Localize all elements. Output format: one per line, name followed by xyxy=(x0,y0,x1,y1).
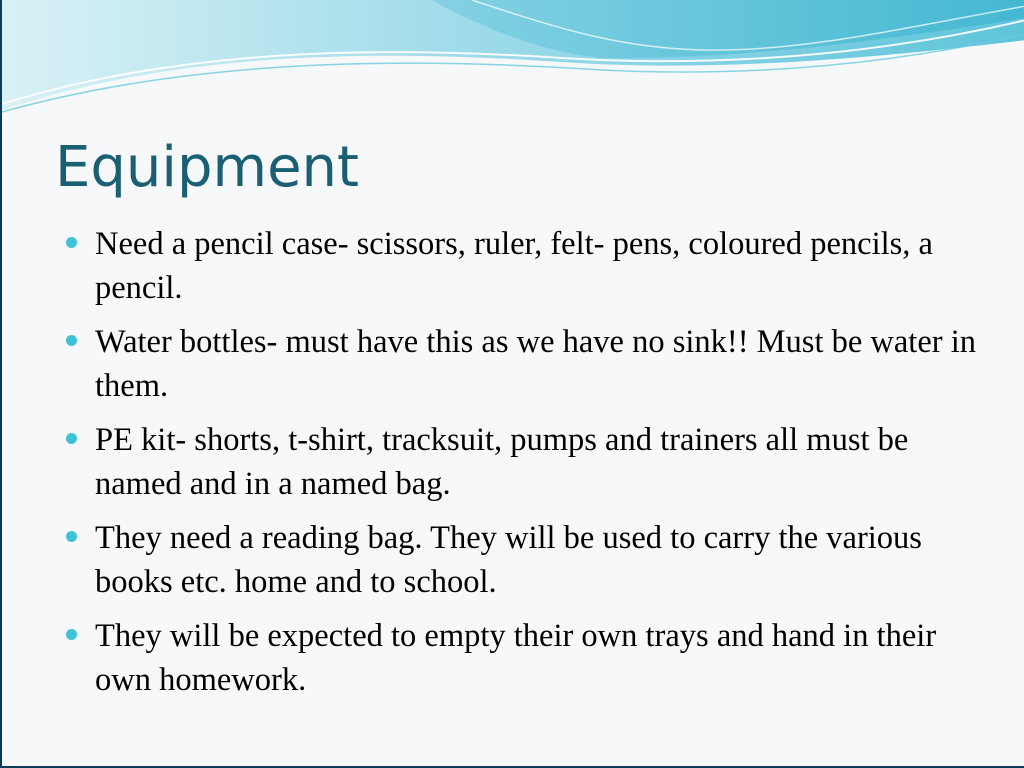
slide-title: Equipment xyxy=(55,135,359,200)
bullet-marker-icon xyxy=(66,433,77,444)
bullet-item xyxy=(62,614,982,702)
bullet-item xyxy=(62,320,982,408)
bullet-marker-icon xyxy=(66,237,77,248)
bullet-list xyxy=(62,222,982,712)
bullet-text: They will be expected to empty their own trays and hand in their own homework. xyxy=(95,618,937,698)
bullet-item xyxy=(62,222,982,310)
bullet-item xyxy=(62,516,982,604)
bullet-text: They need a reading bag. They will be used to carry the various books etc. home and to school. xyxy=(95,520,922,600)
bullet-text: PE kit- shorts, t-shirt, tracksuit, pumps and trainers all must be named and in a named bag. xyxy=(95,422,909,502)
bullet-text: Water bottles- must have this as we have no sink!! Must be water in them. xyxy=(95,324,976,404)
bullet-marker-icon xyxy=(66,531,77,542)
bullet-item xyxy=(62,418,982,506)
bullet-marker-icon xyxy=(66,629,77,640)
bullet-text: Need a pencil case- scissors, ruler, felt- pens, coloured pencils, a pencil. xyxy=(95,226,933,306)
header-wave-decoration xyxy=(2,0,1024,120)
bullet-marker-icon xyxy=(66,335,77,346)
